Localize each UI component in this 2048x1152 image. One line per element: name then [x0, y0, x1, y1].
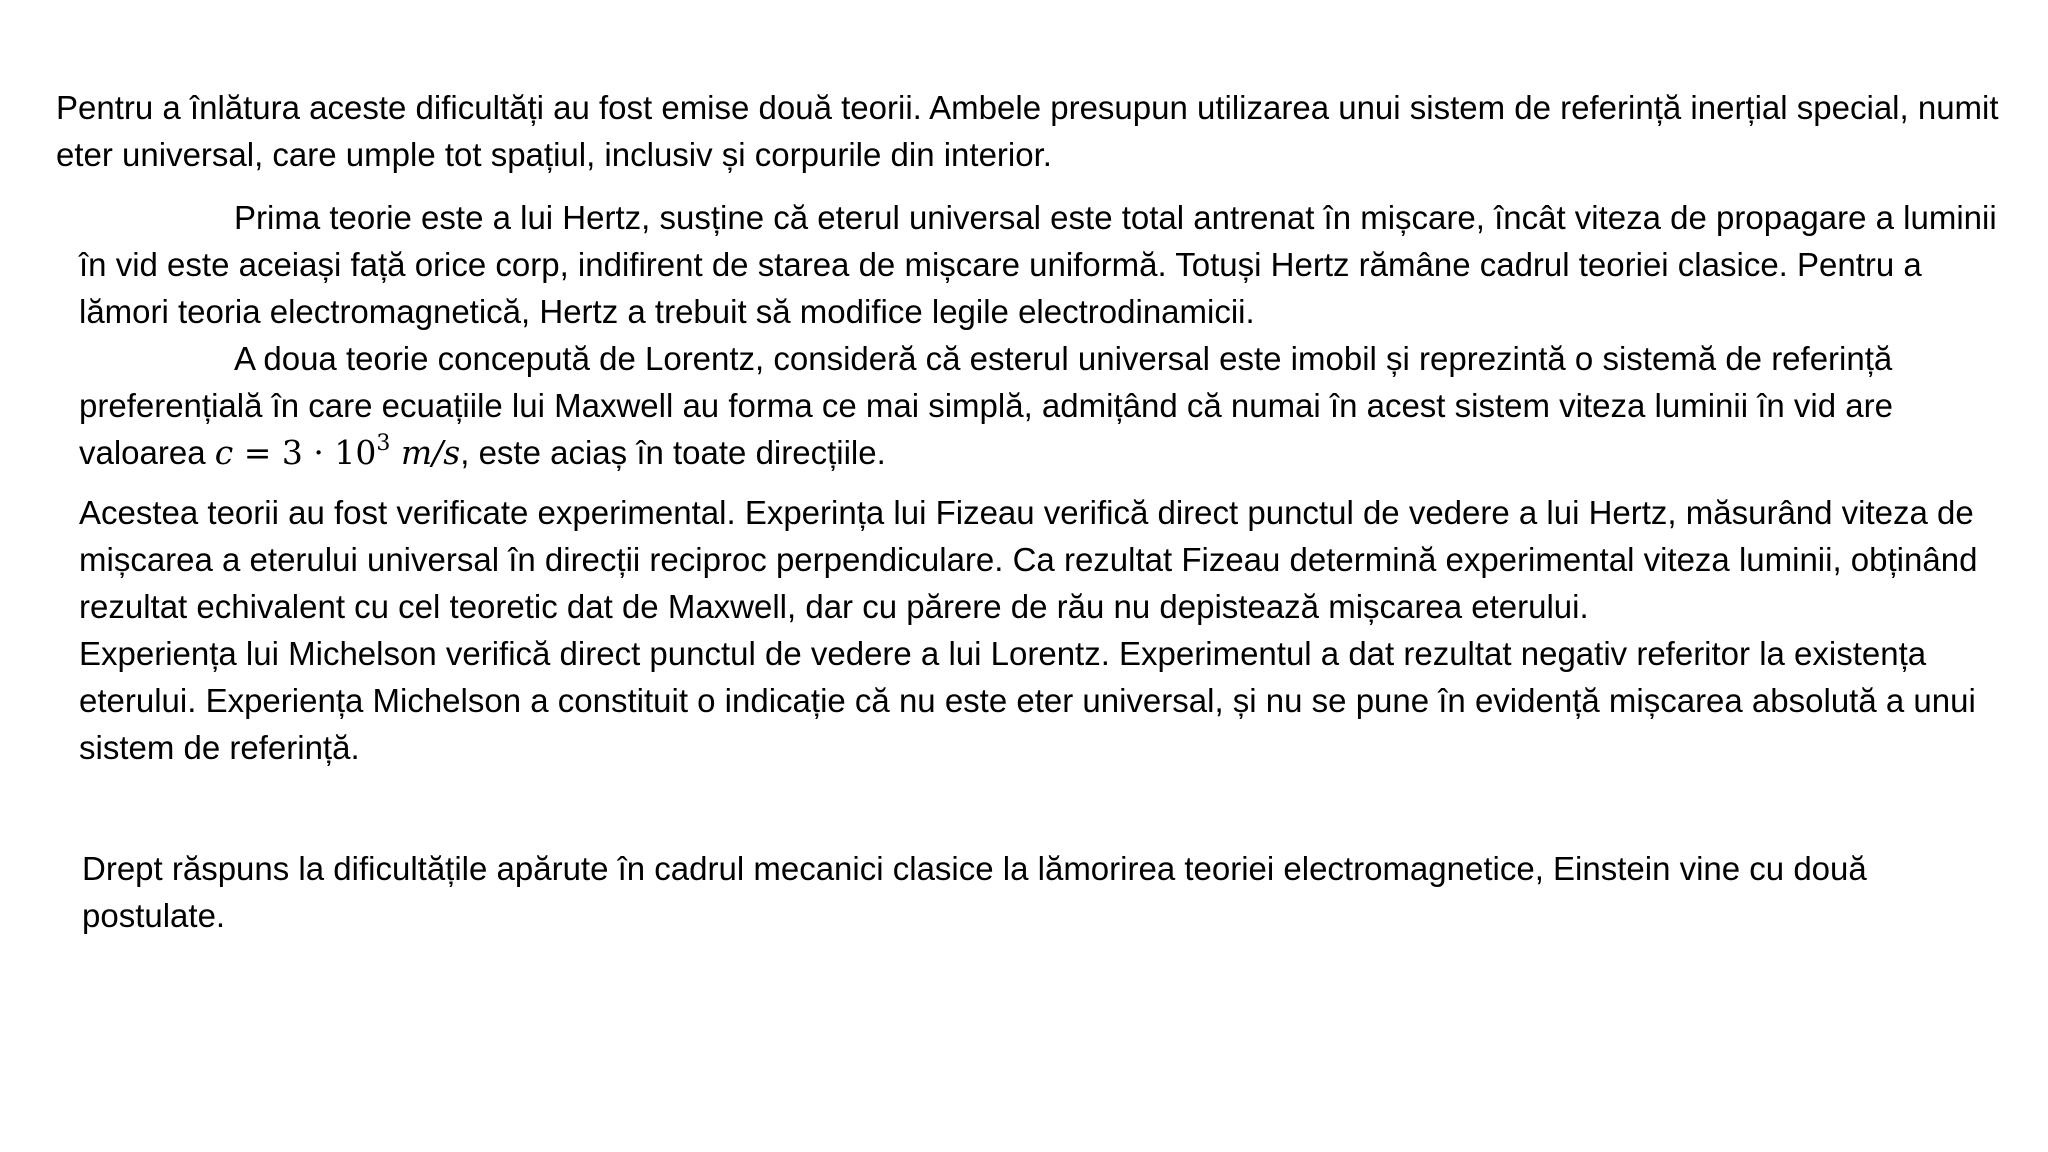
speed-of-light-formula — [215, 433, 460, 472]
formula-unit: m/s — [400, 433, 461, 472]
lorentz-text-before-formula: A doua teorie concepută de Lorentz, consideră că esterul universal este imobil și reprezintă o sistemă de referință preferențială în care ecuațiile lui Maxwell au forma ce mai simplă, admițând că numai în acest sistem viteza luminii în vid are valoarea — [79, 340, 1893, 471]
theories-section — [79, 194, 2009, 476]
intro-paragraph — [56, 84, 2016, 178]
formula-exponent: 3 — [376, 431, 391, 456]
conclusion-paragraph — [82, 845, 2012, 939]
michelson-experiment-paragraph: Experiența lui Michelson verifică direct punctul de vedere a lui Lorentz. Experimentul a dat rezultat negativ referitor la existența eterului. Experiența Michelson a constituit o indicație că nu este eter universal, și nu se pune în evidență mișcarea absolută a unui sistem de referință. — [79, 635, 1976, 766]
formula-base: 3 · 10 — [281, 433, 377, 472]
experiments-section — [79, 489, 2019, 771]
lorentz-theory-paragraph — [79, 335, 2009, 476]
formula-equals: = — [243, 433, 272, 472]
formula-lhs: c — [214, 433, 234, 472]
intro-text: Pentru a înlătura aceste dificultăți au fost emise două teorii. Ambele presupun utilizarea unui sistem de referință inerțial special, numit eter universal, care umple tot spațiul, inclusiv și corpurile din interior. — [56, 89, 1999, 173]
fizeau-experiment-paragraph: Acestea teorii au fost verificate experimental. Experința lui Fizeau verifică direct punctul de vedere a lui Hertz, măsurând viteza de mișcarea a eterului universal în direcții reciproc perpendiculare. Ca rezultat Fizeau determină experimental viteza luminii, obținând rezultat echivalent cu cel teoretic dat de Maxwell, dar cu părere de rău nu depistează mișcarea eterului. — [79, 494, 1978, 625]
hertz-theory-paragraph: Prima teorie este a lui Hertz, susține că eterul universal este total antrenat în mișcare, încât viteza de propagare a luminii în vid este aceiași față orice corp, indifirent de starea de mișcare uniformă. Totuși Hertz rămâne cadrul teoriei clasice. Pentru a lămori teoria electromagnetică, Hertz a trebuit să modifice legile electrodinamicii. — [79, 199, 1997, 330]
conclusion-text: Drept răspuns la dificultățile apărute în cadrul mecanici clasice la lămorirea teoriei electromagnetice, Einstein vine cu două postulate. — [82, 850, 1867, 934]
lorentz-text-after-formula: , este aciaș în toate direcțiile. — [460, 434, 886, 471]
